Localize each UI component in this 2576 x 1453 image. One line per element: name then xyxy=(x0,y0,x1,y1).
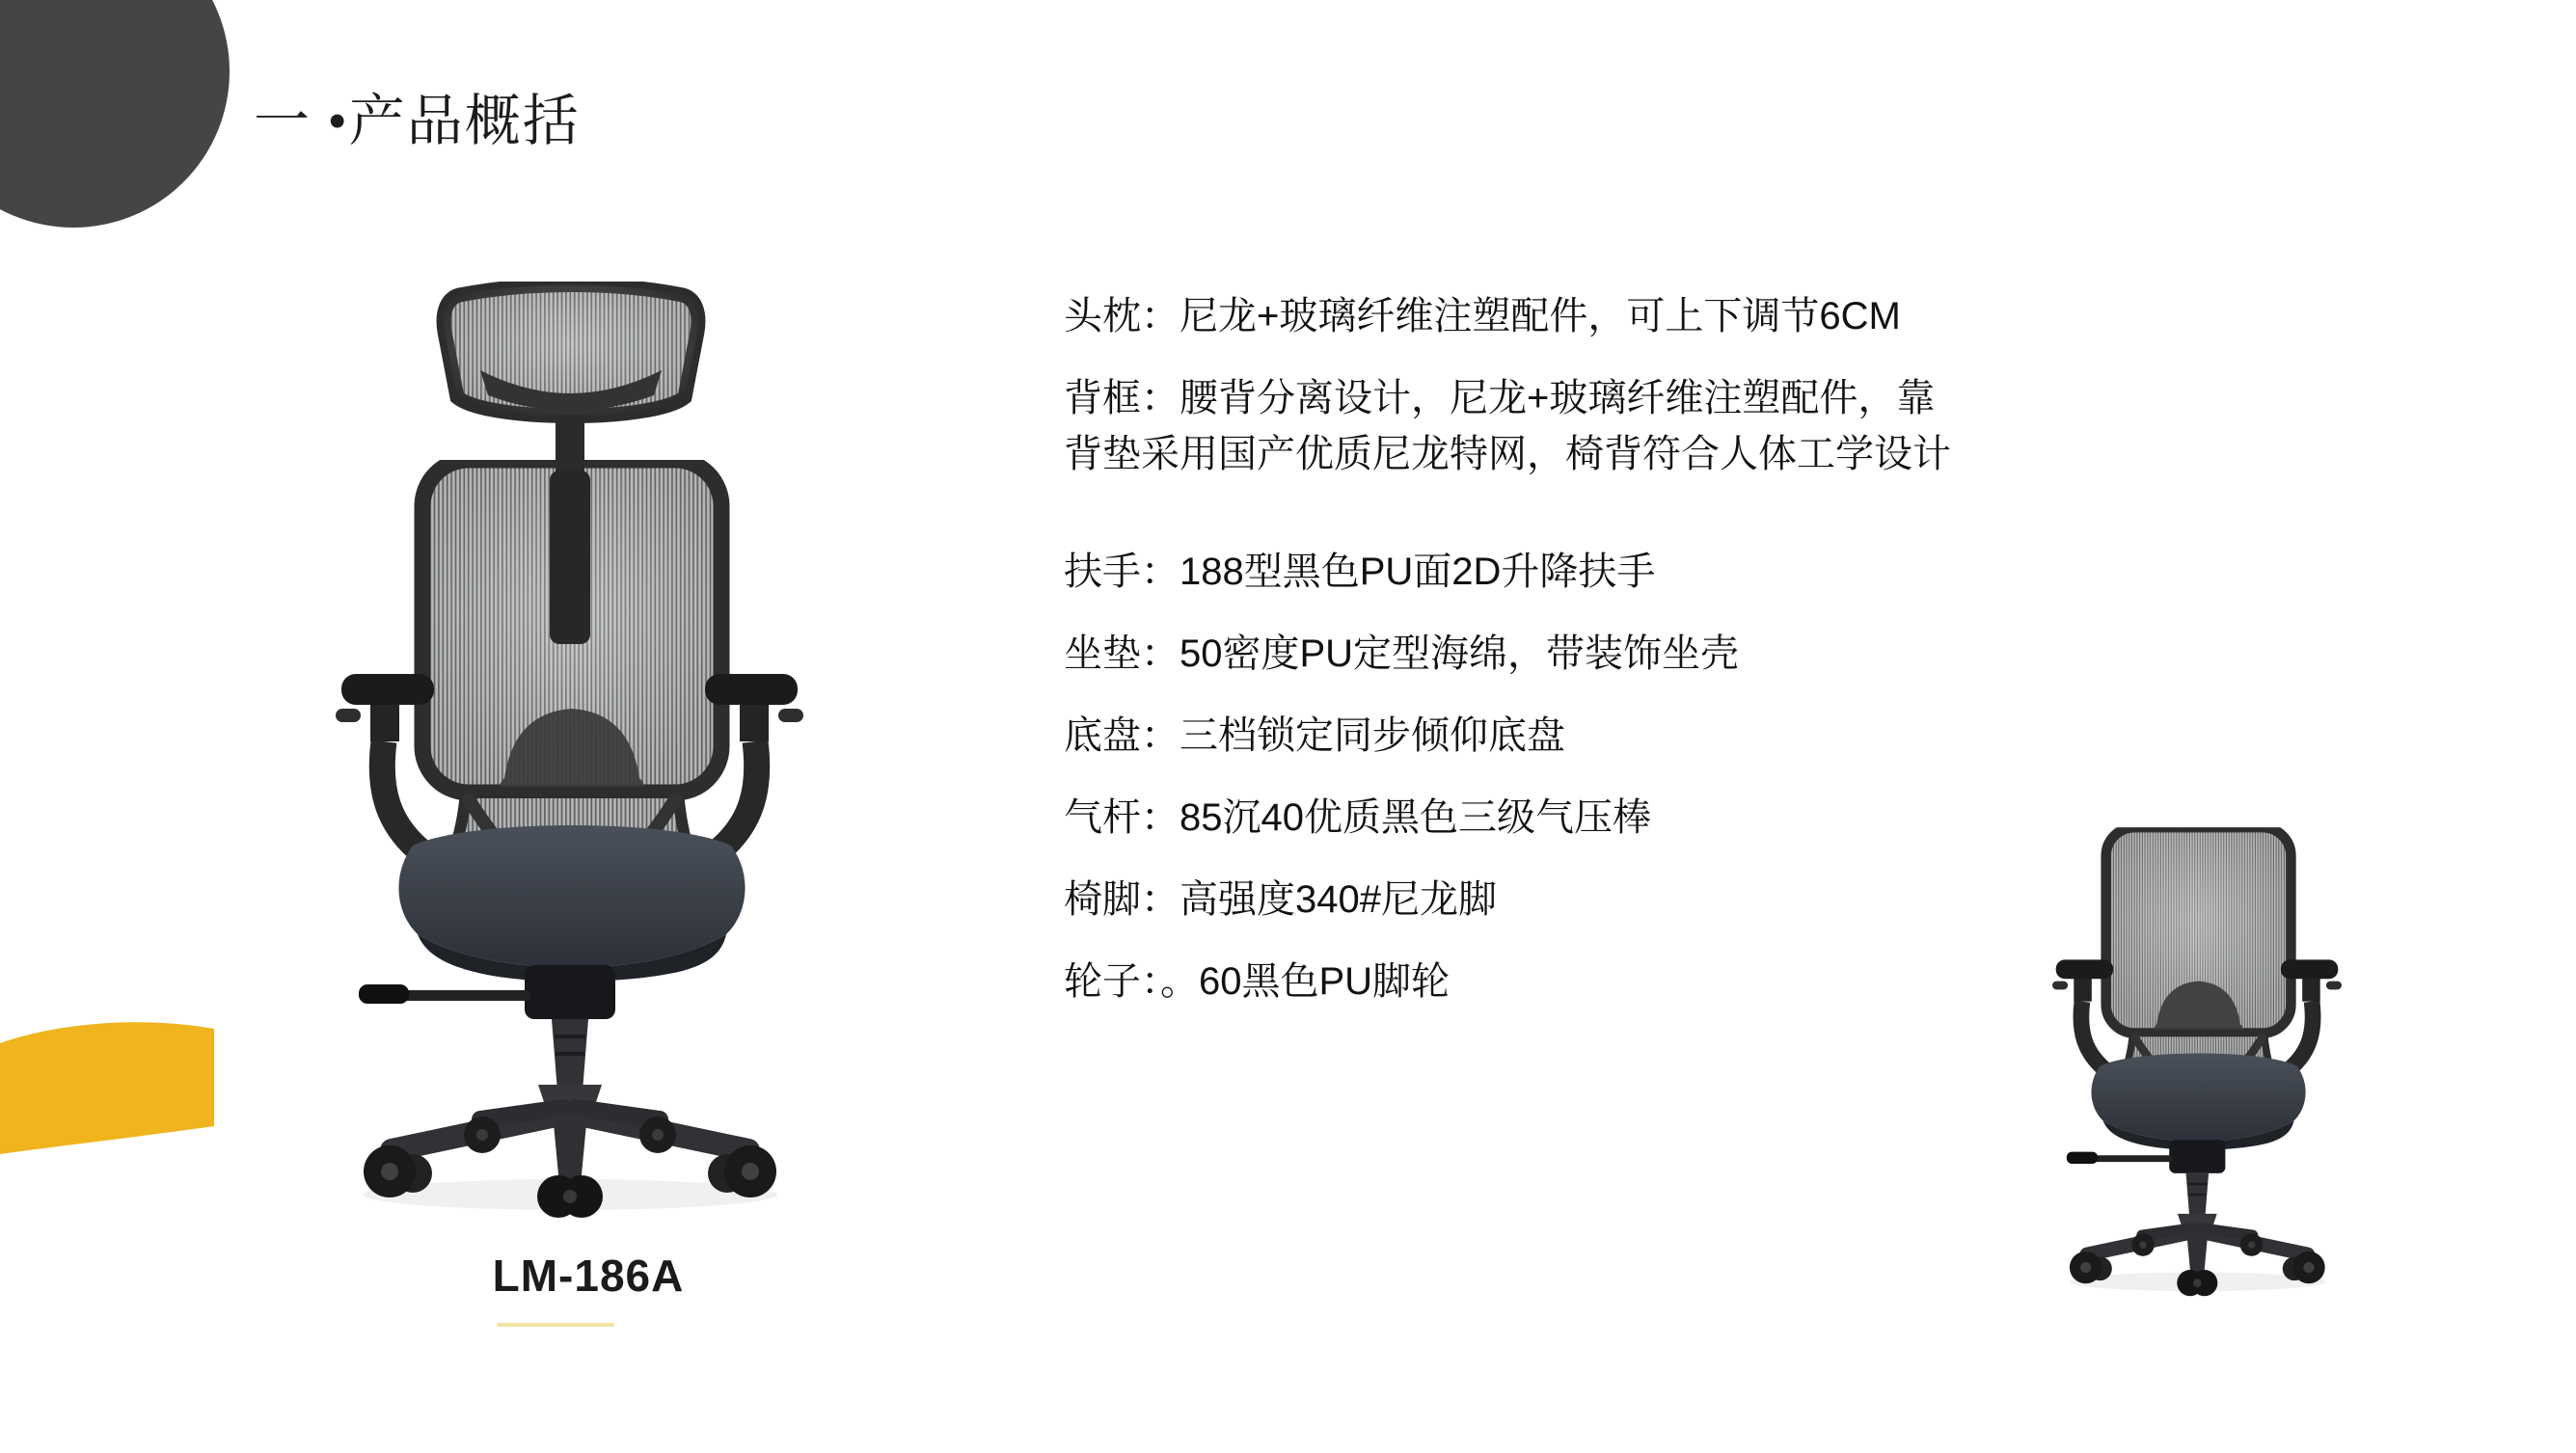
spec-text: 腰背分离设计，尼龙+玻璃纤维注塑配件，靠背垫采用国产优质尼龙特网，椅背符合人体工学设计 xyxy=(1064,377,1951,475)
spec-text: 三档锁定同步倾仰底盘 xyxy=(1180,714,1565,757)
spec-headrest xyxy=(1064,288,1966,344)
spec-text: 188型黑色PU面2D升降扶手 xyxy=(1180,551,1656,593)
spec-list xyxy=(1064,288,1966,1036)
spec-label: 气杆： xyxy=(1064,796,1180,839)
spec-chair-base xyxy=(1064,872,1966,928)
spec-seat-cushion xyxy=(1064,626,1966,682)
spec-text: 尼龙+玻璃纤维注塑配件，可上下调节6CM xyxy=(1180,295,1901,337)
model-underline-decoration xyxy=(497,1323,614,1327)
corner-circle-decoration xyxy=(0,0,230,228)
spec-text: 。60黑色PU脚轮 xyxy=(1160,960,1451,1003)
spec-label: 底盘： xyxy=(1064,714,1180,757)
spec-label: 轮子： xyxy=(1064,960,1160,1003)
product-image-main-chair xyxy=(336,282,803,1231)
spec-label: 背框： xyxy=(1064,377,1180,419)
spec-mechanism xyxy=(1064,708,1966,764)
spec-label: 椅脚： xyxy=(1064,878,1180,921)
spec-label: 头枕： xyxy=(1064,295,1180,337)
spec-label: 坐垫： xyxy=(1064,632,1180,675)
spec-back-frame xyxy=(1064,370,1966,482)
spec-text: 高强度340#尼龙脚 xyxy=(1180,878,1497,921)
product-model-label: LM-186A xyxy=(492,1251,685,1301)
product-image-secondary-chair xyxy=(2052,827,2342,1305)
page-title: 一 •产品概括 xyxy=(254,90,581,152)
yellow-swoosh-decoration xyxy=(0,1014,214,1159)
spec-text: 50密度PU定型海绵，带装饰坐壳 xyxy=(1180,632,1740,675)
spec-text: 85沉40优质黑色三级气压棒 xyxy=(1180,796,1651,839)
spec-gas-lift xyxy=(1064,790,1966,846)
spec-casters xyxy=(1064,954,1966,1009)
spec-armrest xyxy=(1064,544,1966,600)
spec-label: 扶手： xyxy=(1064,551,1180,593)
